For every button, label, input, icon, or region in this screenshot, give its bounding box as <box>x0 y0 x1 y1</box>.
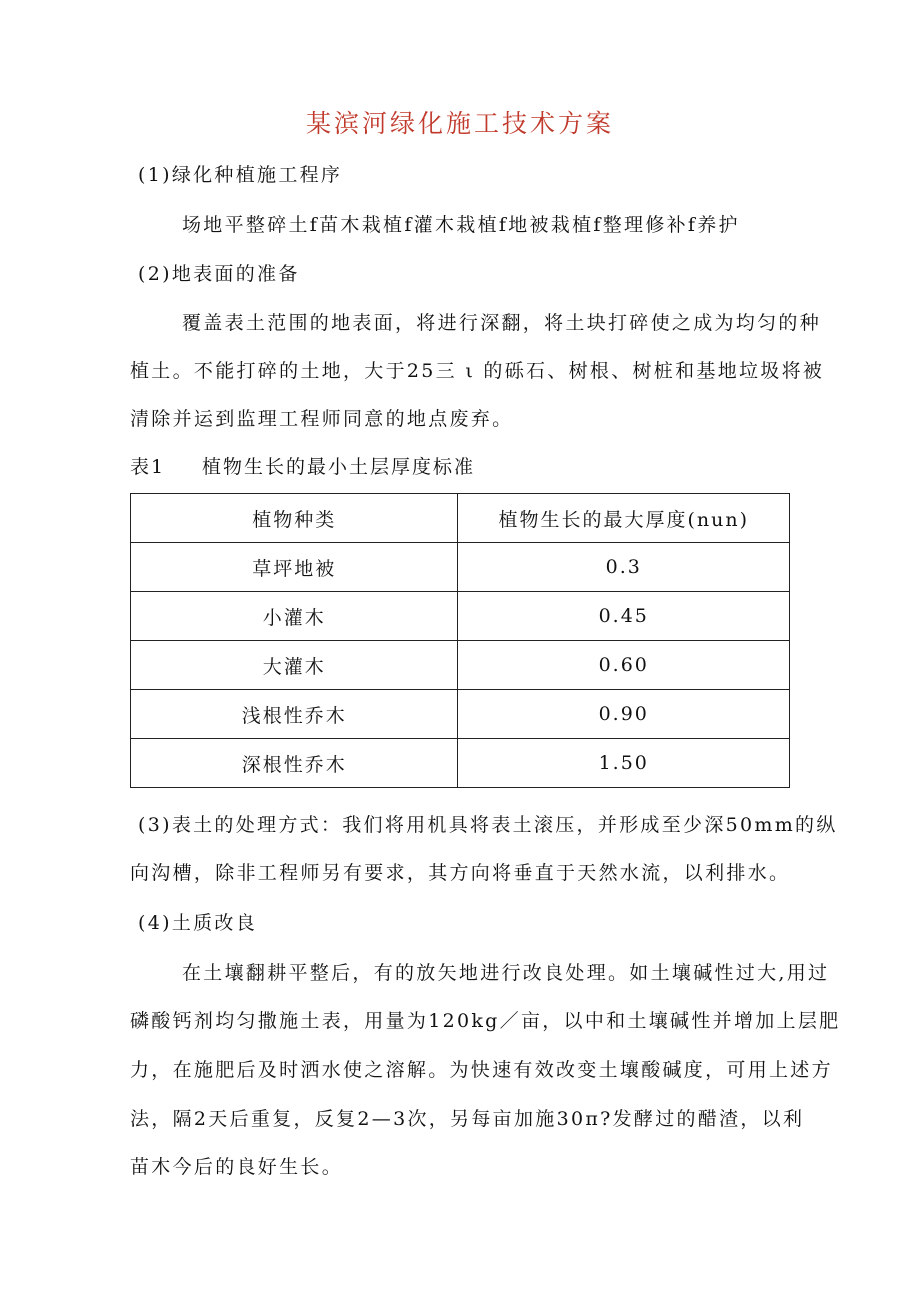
section-4-paragraph-line: 力，在施肥后及时洒水使之溶解。为快速有效改变土壤酸碱度，可用上述方 <box>130 1059 833 1081</box>
table-cell: 0.3 <box>458 543 790 592</box>
table-cell: 大灌木 <box>131 641 458 690</box>
table-row <box>131 641 790 690</box>
table-cell: 1.50 <box>458 739 790 788</box>
table-header-cell: 植物生长的最大厚度(nun) <box>458 494 790 543</box>
table-row <box>131 592 790 641</box>
table-cell: 草坪地被 <box>131 543 458 592</box>
soil-thickness-table <box>130 493 790 788</box>
section-2-paragraph-line: 清除并运到监理工程师同意的地点废弃。 <box>130 408 514 430</box>
section-2-paragraph-line: 植土。不能打碎的土地，大于25三 ι 的砾石、树根、树桩和基地垃圾将被 <box>130 360 825 382</box>
section-3-paragraph-line: (3)表土的处理方式：我们将用机具将表土滚压，并形成至少深50mm的纵 <box>138 814 838 836</box>
table-cell: 0.90 <box>458 690 790 739</box>
section-2-heading: (2)地表面的准备 <box>138 263 300 285</box>
table-cell: 0.45 <box>458 592 790 641</box>
section-4-paragraph-line: 苗木今后的良好生长。 <box>130 1156 344 1178</box>
section-4-paragraph-line: 在土壤翻耕平整后，有的放矢地进行改良处理。如土壤碱性过大,用过 <box>182 962 830 984</box>
table-cell: 深根性乔木 <box>131 739 458 788</box>
section-4-paragraph-line: 法，隔2天后重复，反复2—3次，另每亩加施30π?发酵过的醋渣，以利 <box>130 1108 805 1130</box>
table-caption-text: 植物生长的最小土层厚度标准 <box>202 456 476 478</box>
section-4-paragraph-line: 磷酸钙剂均匀撒施土表，用量为120kg／亩，以中和土壤碱性并增加上层肥 <box>130 1010 841 1032</box>
table-cell: 小灌木 <box>131 592 458 641</box>
section-2-paragraph-line: 覆盖表土范围的地表面，将进行深翻，将土块打碎使之成为均匀的种 <box>182 312 822 334</box>
table-caption-number: 表1 <box>130 456 166 478</box>
section-4-heading: (4)土质改良 <box>138 912 258 934</box>
table-cell: 0.60 <box>458 641 790 690</box>
planting-procedure-flow: 场地平整碎土f苗木栽植f灌木栽植f地被栽植f整理修补f养护 <box>182 214 740 236</box>
table-cell: 浅根性乔木 <box>131 690 458 739</box>
table-header-row <box>131 494 790 543</box>
table-header-cell: 植物种类 <box>131 494 458 543</box>
document-title: 某滨河绿化施工技术方案 <box>305 109 614 138</box>
section-1-heading: (1)绿化种植施工程序 <box>138 164 343 186</box>
section-3-paragraph-line: 向沟槽，除非工程师另有要求，其方向将垂直于天然水流，以利排水。 <box>130 862 791 884</box>
table-row <box>131 739 790 788</box>
table-row <box>131 543 790 592</box>
table-row <box>131 690 790 739</box>
table-caption <box>130 452 475 479</box>
